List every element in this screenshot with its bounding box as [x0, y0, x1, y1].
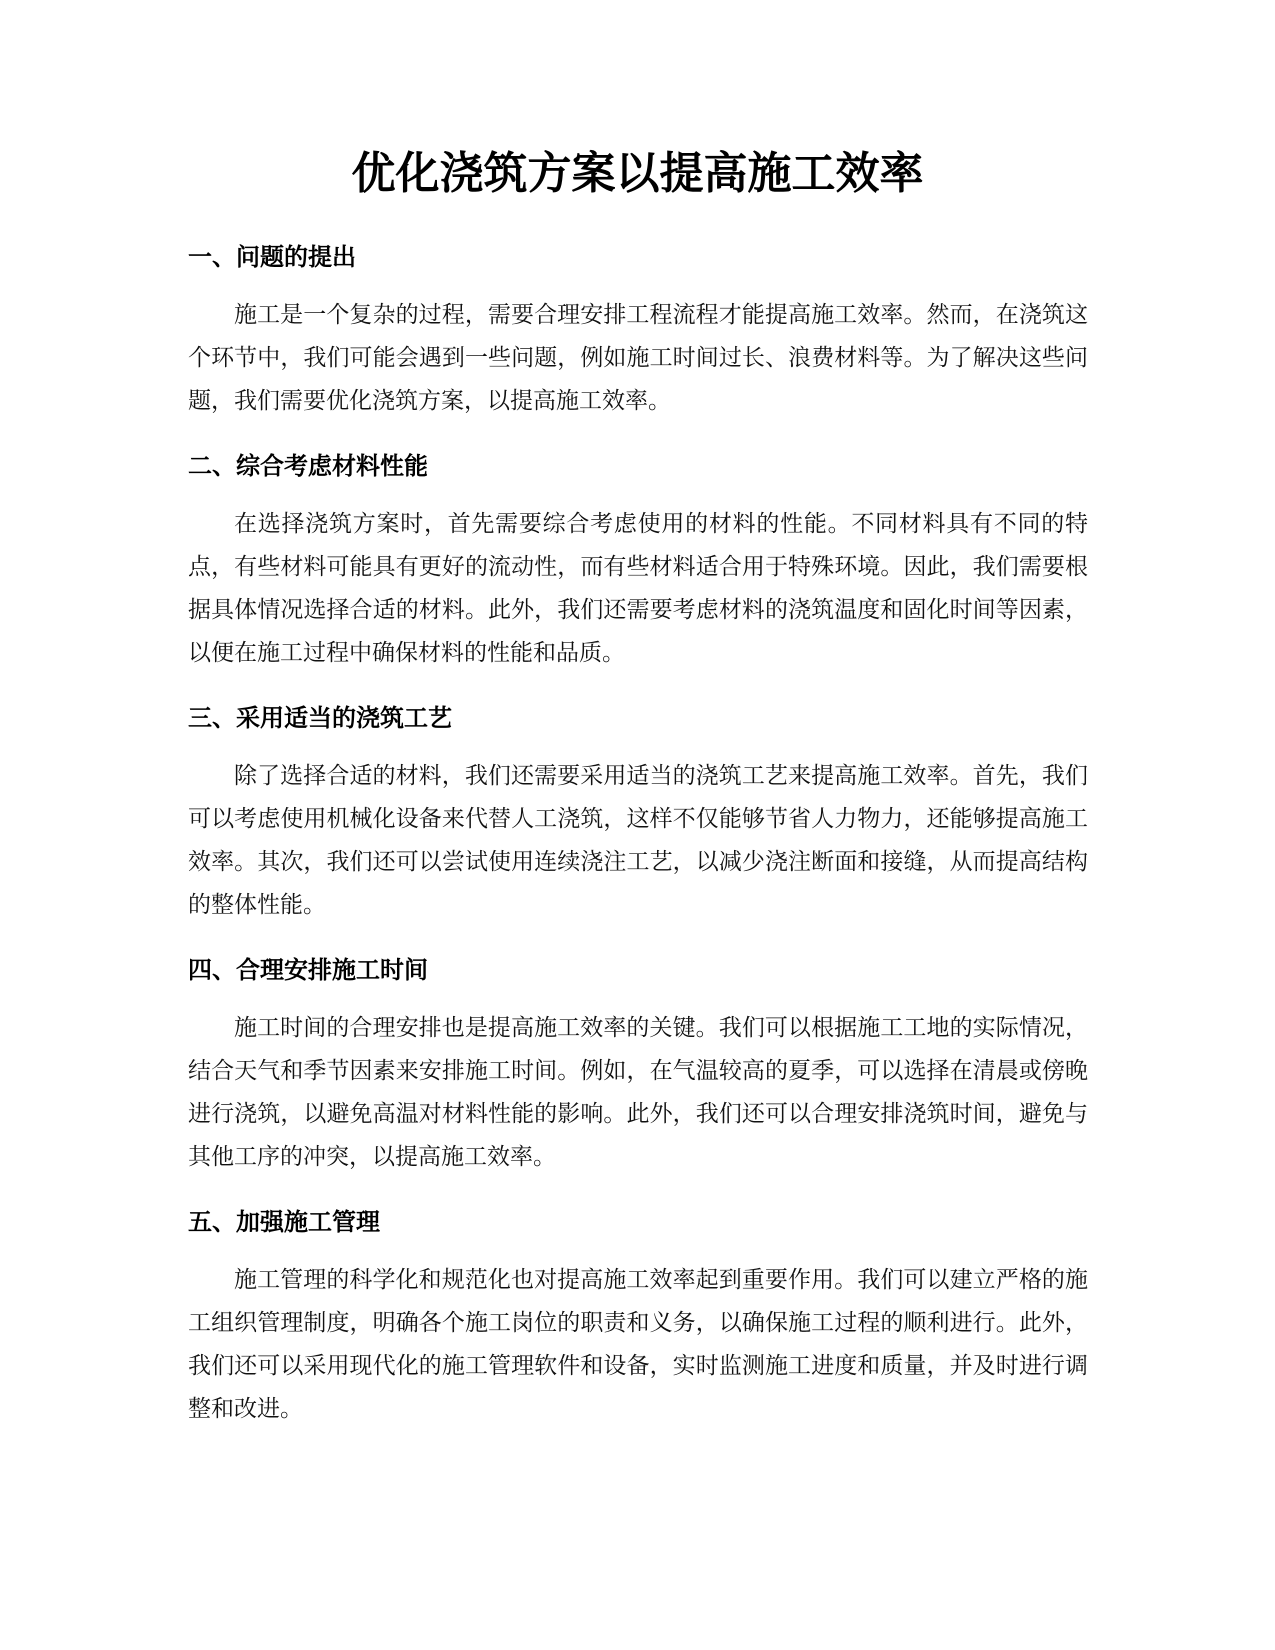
section-paragraph: 施工管理的科学化和规范化也对提高施工效率起到重要作用。我们可以建立严格的施工组织管理制度，明确各个施工岗位的职责和义务，以确保施工过程的顺利进行。此外，我们还可以采用现代化的施工管理软件和设备，实时监测施工进度和质量，并及时进行调整和改进。 — [188, 1267, 1088, 1422]
section-paragraph: 施工是一个复杂的过程，需要合理安排工程流程才能提高施工效率。然而，在浇筑这个环节中，我们可能会遇到一些问题，例如施工时间过长、浪费材料等。为了解决这些问题，我们需要优化浇筑方案，以提高施工效率。 — [188, 302, 1088, 414]
document-content — [188, 240, 1088, 1457]
section-heading: 四、合理安排施工时间 — [188, 956, 428, 984]
section-heading: 三、采用适当的浇筑工艺 — [188, 704, 452, 732]
section-management — [188, 1205, 1088, 1431]
section-schedule — [188, 953, 1088, 1179]
document-title: 优化浇筑方案以提高施工效率 — [351, 148, 924, 199]
section-paragraph: 施工时间的合理安排也是提高施工效率的关键。我们可以根据施工工地的实际情况，结合天气和季节因素来安排施工时间。例如，在气温较高的夏季，可以选择在清晨或傍晚进行浇筑，以避免高温对材料性能的影响。此外，我们还可以合理安排浇筑时间，避免与其他工序的冲突，以提高施工效率。 — [188, 1015, 1088, 1170]
section-problem — [188, 240, 1088, 423]
section-paragraph: 除了选择合适的材料，我们还需要采用适当的浇筑工艺来提高施工效率。首先，我们可以考虑使用机械化设备来代替人工浇筑，这样不仅能够节省人力物力，还能够提高施工效率。其次，我们还可以尝试使用连续浇注工艺，以减少浇注断面和接缝，从而提高结构的整体性能。 — [188, 763, 1088, 918]
section-heading: 一、问题的提出 — [188, 243, 356, 271]
section-heading: 五、加强施工管理 — [188, 1208, 380, 1236]
section-heading: 二、综合考虑材料性能 — [188, 452, 428, 480]
section-materials — [188, 449, 1088, 675]
section-process — [188, 701, 1088, 927]
section-paragraph: 在选择浇筑方案时，首先需要综合考虑使用的材料的性能。不同材料具有不同的特点，有些材料可能具有更好的流动性，而有些材料适合用于特殊环境。因此，我们需要根据具体情况选择合适的材料。此外，我们还需要考虑材料的浇筑温度和固化时间等因素，以便在施工过程中确保材料的性能和品质。 — [188, 511, 1088, 666]
